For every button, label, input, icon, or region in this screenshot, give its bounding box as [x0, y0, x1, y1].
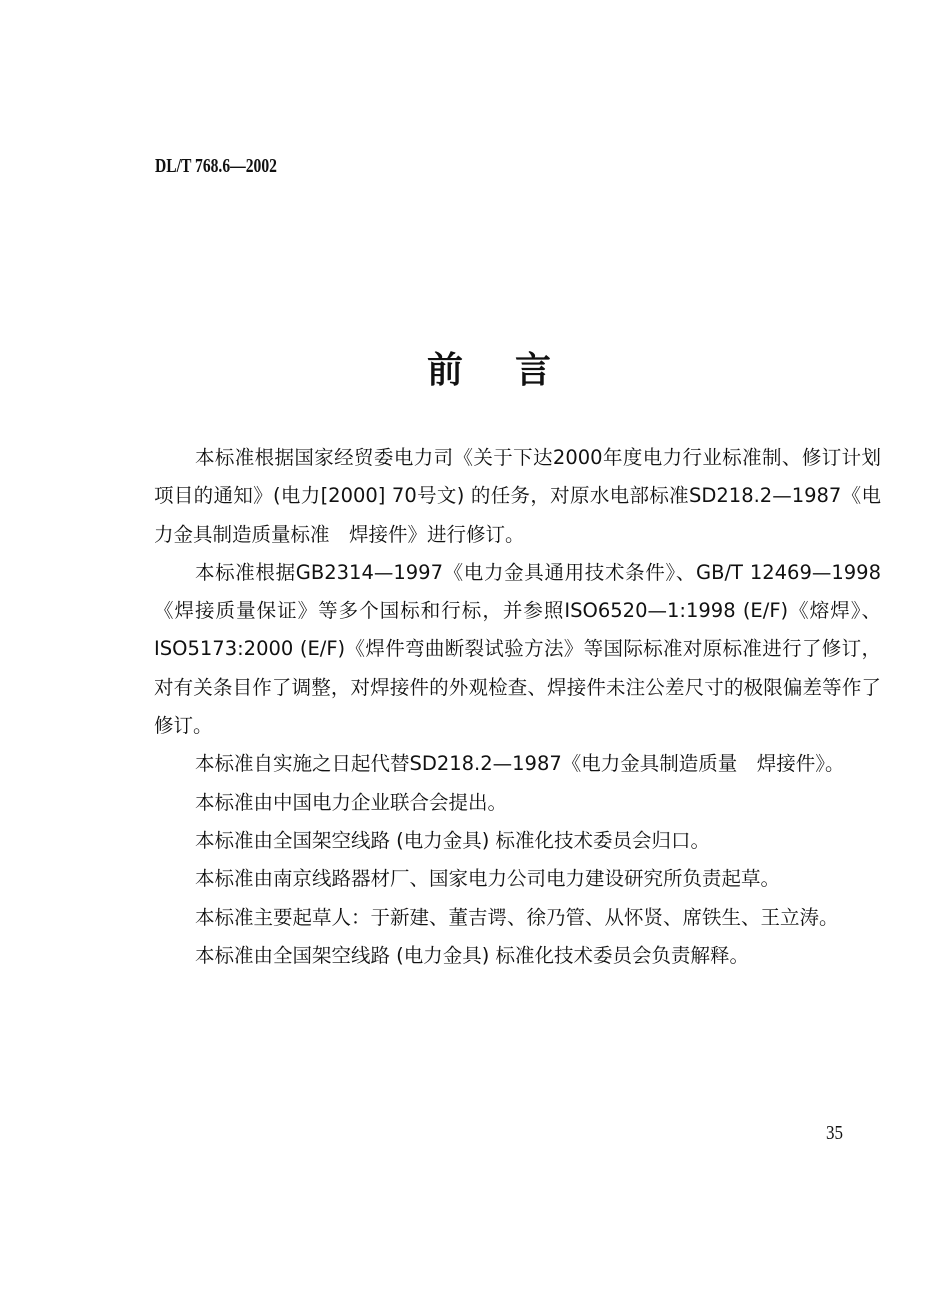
paragraph: 本标准主要起草人：于新建、董吉谔、徐乃管、从怀贤、席铁生、王立涛。	[194, 905, 839, 929]
paragraph: 本标准根据国家经贸委电力司《关于下达2000年度电力行业标准制、修订计划项目的通知》(电力[2000] 70号文) 的任务，对原水电部标准SD218.2—1987《电力金具制造质量标准 焊接件》进行修订。	[154, 446, 881, 546]
paragraph: 本标准由全国架空线路 (电力金具) 标准化技术委员会归口。	[194, 828, 711, 852]
paragraph: 本标准由南京线路器材厂、国家电力公司电力建设研究所负责起草。	[194, 867, 780, 891]
paragraph: 本标准自实施之日起代替SD218.2—1987《电力金具制造质量 焊接件》。	[194, 752, 845, 776]
page-number: 35	[826, 1122, 843, 1144]
page-title: 前言	[426, 350, 603, 391]
paragraph: 本标准由全国架空线路 (电力金具) 标准化技术委员会负责解释。	[194, 943, 750, 967]
paragraph: 本标准由中国电力企业联合会提出。	[194, 790, 507, 814]
standard-number: DL/T 768.6—2002	[155, 155, 277, 177]
paragraph: 本标准根据GB2314—1997《电力金具通用技术条件》、GB/T 12469—1998《焊接质量保证》等多个国标和行标，并参照ISO6520—1:1998 (E/F)《熔焊》、ISO5173:2000 (E/F)《焊件弯曲断裂试验方法》等国际标准对原标准进行了修订，对有关条目作了调整，对焊接件的外观检查、焊接件未注公差尺寸的极限偏差等作了修订。	[154, 560, 881, 738]
body-text	[154, 439, 881, 975]
